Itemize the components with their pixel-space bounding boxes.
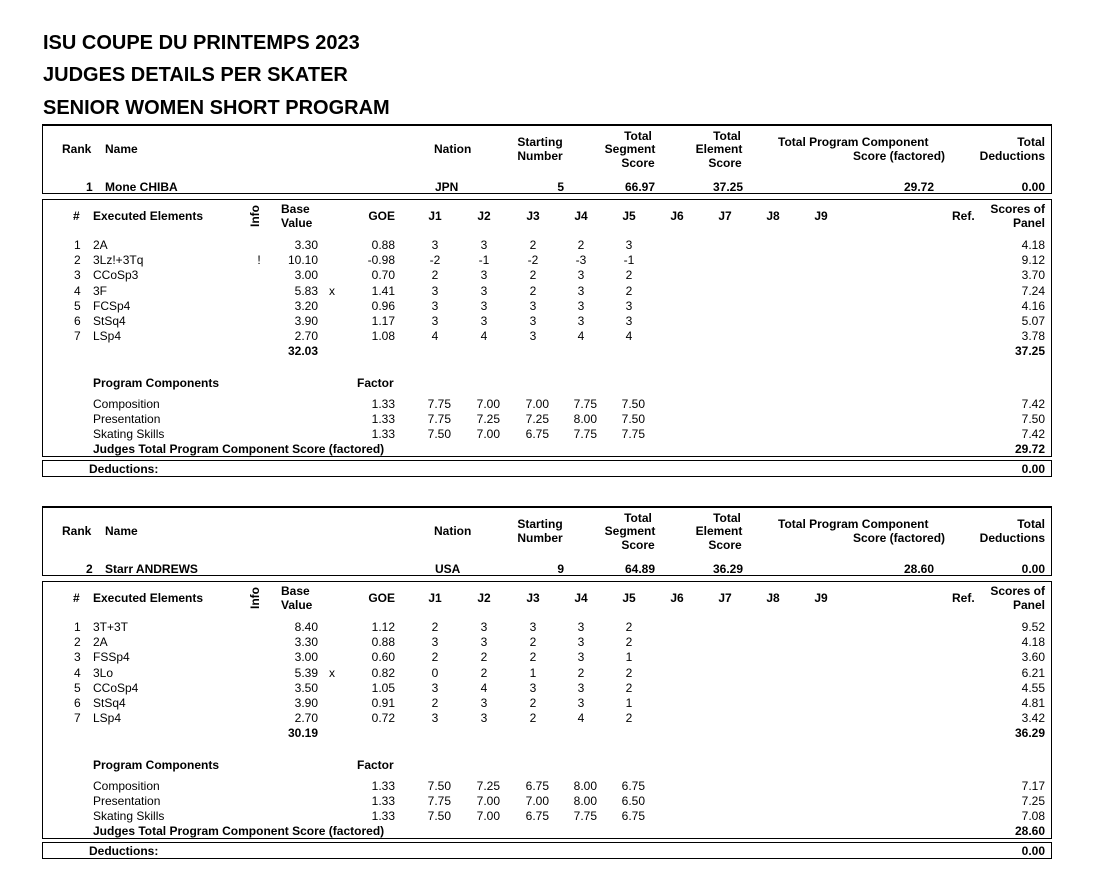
panel-score: 4.16: [1021, 298, 1045, 313]
judge-score: 3: [529, 329, 537, 344]
tes-label: Total: [713, 129, 741, 143]
component-factor: 1.33: [371, 809, 395, 823]
component-name: Skating Skills: [93, 809, 165, 823]
judge-score: 2: [577, 238, 585, 252]
tss-label: Segment: [604, 142, 656, 156]
total-deductions: 0.00: [1021, 562, 1045, 576]
judge-component-score: 7.50: [427, 779, 451, 793]
executed-elements-label: Executed Elements: [93, 209, 204, 223]
judge-component-score: 7.00: [476, 427, 500, 441]
judge-score: 2: [625, 635, 633, 650]
total-segment-score: 66.97: [624, 180, 655, 194]
program-components-label: Program Components: [93, 758, 220, 772]
component-name: Composition: [93, 779, 160, 793]
judge-score: 3: [577, 696, 585, 710]
header-top-rule: [42, 124, 1052, 126]
base-value-total: 30.19: [287, 726, 318, 740]
judge-score: 2: [625, 620, 633, 634]
judge-score: 3: [431, 298, 439, 313]
deductions-header-label: Deductions: [979, 531, 1045, 545]
total-deductions: 0.00: [1021, 180, 1045, 194]
judge-score: 3: [577, 268, 585, 283]
skater-rank: 1: [86, 180, 93, 194]
judge-score: 3: [625, 238, 633, 252]
judge-score: 4: [625, 329, 633, 344]
judge-component-score: 7.00: [525, 397, 549, 411]
element-code: CCoSp3: [93, 268, 139, 283]
judge-score: 4: [577, 329, 585, 344]
judge-component-score: 6.75: [525, 779, 549, 793]
judge-score: 3: [529, 298, 537, 313]
tss-label: Total: [624, 129, 652, 143]
goe-value: 0.72: [371, 711, 395, 726]
judge-component-score: 7.00: [476, 809, 500, 823]
judge-score: 3: [577, 650, 585, 665]
goe-value: 1.41: [371, 283, 395, 298]
component-name: Skating Skills: [93, 427, 165, 441]
judge-score: 0: [431, 665, 439, 680]
skater-rank: 2: [86, 562, 93, 576]
judge-component-score: 6.75: [525, 809, 549, 823]
total-program-component-score: 28.60: [903, 562, 934, 576]
skater-name: Starr ANDREWS: [105, 562, 198, 576]
element-number: 1: [74, 238, 81, 252]
tss-label: Segment: [604, 524, 656, 538]
judge-score: 1: [625, 696, 633, 710]
judge-component-score: 6.75: [525, 427, 549, 441]
starting-number-label: Number: [517, 531, 563, 545]
ref-label: Ref.: [952, 209, 975, 223]
judge-score: 2: [431, 650, 439, 665]
tes-label: Score: [708, 538, 742, 552]
element-number: 3: [74, 650, 81, 665]
element-number: 5: [74, 680, 81, 695]
judge-score: 2: [625, 268, 633, 283]
judge-score: 2: [431, 268, 439, 283]
nation-label: Nation: [434, 524, 472, 538]
element-number: 4: [74, 283, 81, 298]
judge-component-score: 7.25: [476, 412, 500, 426]
base-value-label: Value: [281, 598, 313, 612]
element-number-label: #: [73, 591, 80, 605]
deductions-box: [42, 842, 1052, 859]
panel-score: 5.07: [1021, 314, 1045, 328]
panel-score: 9.52: [1021, 620, 1045, 634]
element-code: 3T+3T: [93, 620, 129, 634]
panel-score: 4.18: [1021, 238, 1045, 252]
scores-of-panel-label: Scores of: [990, 202, 1045, 216]
judge-label-7: J7: [718, 209, 732, 223]
scores-of-panel-label: Panel: [1012, 216, 1045, 230]
judge-label-7: J7: [718, 591, 732, 605]
elements-panel-total: 37.25: [1014, 344, 1045, 358]
element-number: 2: [74, 253, 81, 268]
elements-panel-total: 36.29: [1014, 726, 1045, 740]
starting-number-label: Number: [517, 149, 563, 163]
starting-number: 9: [557, 562, 564, 576]
judge-score: -2: [527, 253, 539, 268]
factor-label: Factor: [357, 376, 394, 390]
judges-total-pcs: 29.72: [1014, 442, 1045, 456]
executed-elements-label: Executed Elements: [93, 591, 204, 605]
base-value: 10.10: [287, 253, 318, 268]
element-code: 2A: [93, 635, 108, 650]
element-info: !: [257, 253, 261, 268]
pcs-label: Score (factored): [853, 531, 946, 545]
element-number: 5: [74, 298, 81, 313]
judge-component-score: 7.50: [621, 397, 645, 411]
judge-score: 2: [529, 635, 537, 650]
judge-component-score: 7.75: [427, 397, 451, 411]
judge-score: -2: [429, 253, 441, 268]
judge-component-score: 8.00: [573, 779, 597, 793]
judge-score: 4: [431, 329, 439, 344]
base-value: 5.39: [294, 665, 318, 680]
goe-label: GOE: [368, 209, 395, 223]
name-label: Name: [105, 524, 138, 538]
tes-label: Element: [695, 524, 743, 538]
element-code: StSq4: [93, 696, 126, 710]
judge-score: 4: [577, 711, 585, 726]
judge-score: 3: [480, 635, 488, 650]
element-code: FCSp4: [93, 298, 131, 313]
component-factor: 1.33: [371, 427, 395, 441]
goe-value: 0.88: [371, 635, 395, 650]
base-value: 3.90: [294, 314, 318, 328]
total-segment-score: 64.89: [624, 562, 655, 576]
judge-label-3: J3: [526, 209, 540, 223]
judge-score: 3: [529, 314, 537, 328]
base-value-label: Base: [281, 584, 310, 598]
base-value: 3.30: [294, 635, 318, 650]
judge-score: 3: [431, 635, 439, 650]
base-value-label: Base: [281, 202, 310, 216]
component-panel-score: 7.17: [1021, 779, 1045, 793]
component-panel-score: 7.25: [1021, 794, 1045, 808]
deductions-header-label: Total: [1017, 517, 1045, 531]
goe-label: GOE: [368, 591, 395, 605]
goe-value: 0.82: [371, 665, 395, 680]
element-number-label: #: [73, 209, 80, 223]
info-label: Info: [248, 205, 262, 227]
element-number: 2: [74, 635, 81, 650]
element-code: StSq4: [93, 314, 126, 328]
judge-label-4: J4: [574, 591, 588, 605]
element-number: 7: [74, 329, 81, 344]
judge-label-9: J9: [814, 209, 828, 223]
judges-total-pcs: 28.60: [1014, 824, 1045, 838]
judge-score: 2: [529, 268, 537, 283]
element-number: 4: [74, 665, 81, 680]
base-value: 3.90: [294, 696, 318, 710]
judge-label-9: J9: [814, 591, 828, 605]
nation-label: Nation: [434, 142, 472, 156]
base-value: 5.83: [294, 283, 318, 298]
element-code: LSp4: [93, 711, 122, 726]
program-components-label: Program Components: [93, 376, 220, 390]
judge-score: 1: [625, 650, 633, 665]
segment-title: SENIOR WOMEN SHORT PROGRAM: [43, 97, 390, 119]
tss-label: Score: [621, 538, 655, 552]
competition-title: ISU COUPE DU PRINTEMPS 2023: [43, 32, 360, 54]
judge-component-score: 7.75: [427, 412, 451, 426]
element-code: 3Lz!+3Tq: [93, 253, 144, 268]
total-program-component-score: 29.72: [903, 180, 934, 194]
goe-value: 1.05: [371, 680, 395, 695]
judge-score: 3: [480, 696, 488, 710]
header-top-rule: [42, 506, 1052, 508]
judge-label-5: J5: [622, 591, 636, 605]
pcs-label: Total Program Component: [778, 517, 929, 531]
judge-score: 3: [431, 283, 439, 298]
judge-label-1: J1: [428, 209, 442, 223]
base-value: 2.70: [294, 329, 318, 344]
report-title: JUDGES DETAILS PER SKATER: [43, 64, 348, 86]
base-value: 2.70: [294, 711, 318, 726]
skater-nation: JPN: [435, 180, 459, 194]
info-label: Info: [248, 587, 262, 609]
deductions-box: [42, 460, 1052, 477]
element-code: 3Lo: [93, 665, 114, 680]
element-code: 3F: [93, 283, 108, 298]
judge-score: -1: [623, 253, 635, 268]
starting-number-label: Starting: [517, 135, 563, 149]
judge-component-score: 8.00: [573, 412, 597, 426]
judge-component-score: 7.00: [476, 794, 500, 808]
judge-score: 3: [577, 314, 585, 328]
judge-score: 4: [480, 329, 488, 344]
pcs-label: Score (factored): [853, 149, 946, 163]
judge-label-6: J6: [670, 591, 684, 605]
judge-score: 2: [625, 680, 633, 695]
total-element-score: 36.29: [712, 562, 743, 576]
judge-score: 3: [480, 314, 488, 328]
component-factor: 1.33: [371, 779, 395, 793]
panel-score: 3.70: [1021, 268, 1045, 283]
judge-score: 2: [577, 665, 585, 680]
ref-label: Ref.: [952, 591, 975, 605]
judge-score: 2: [480, 650, 488, 665]
judge-component-score: 7.75: [573, 809, 597, 823]
judge-score: 3: [480, 268, 488, 283]
panel-score: 9.12: [1021, 253, 1045, 268]
judge-score: 3: [625, 314, 633, 328]
tes-label: Score: [708, 156, 742, 170]
goe-value: 0.96: [371, 298, 395, 313]
judges-total-pcs-label: Judges Total Program Component Score (factored): [93, 442, 385, 456]
goe-value: -0.98: [367, 253, 395, 268]
rank-label: Rank: [62, 142, 92, 156]
judge-component-score: 6.50: [621, 794, 645, 808]
judge-score: 3: [431, 314, 439, 328]
judge-score: 2: [529, 283, 537, 298]
base-value: 3.50: [294, 680, 318, 695]
skater-name: Mone CHIBA: [105, 180, 178, 194]
judge-score: 3: [431, 680, 439, 695]
component-panel-score: 7.42: [1021, 427, 1045, 441]
judge-score: -3: [575, 253, 587, 268]
judge-score: 1: [529, 665, 537, 680]
judge-score: 2: [480, 665, 488, 680]
judge-label-8: J8: [766, 591, 780, 605]
goe-value: 0.88: [371, 238, 395, 252]
judge-score: 3: [480, 620, 488, 634]
judge-component-score: 7.00: [476, 397, 500, 411]
goe-value: 1.17: [371, 314, 395, 328]
bonus-marker: x: [329, 283, 335, 298]
tss-label: Total: [624, 511, 652, 525]
base-value-total: 32.03: [287, 344, 318, 358]
panel-score: 4.81: [1021, 696, 1045, 710]
judge-component-score: 8.00: [573, 794, 597, 808]
goe-value: 0.70: [371, 268, 395, 283]
judge-component-score: 7.50: [427, 809, 451, 823]
judge-label-2: J2: [477, 591, 491, 605]
judge-score: 3: [480, 283, 488, 298]
element-number: 3: [74, 268, 81, 283]
element-number: 1: [74, 620, 81, 634]
judge-component-score: 7.75: [573, 427, 597, 441]
judge-component-score: 7.25: [476, 779, 500, 793]
judge-score: 2: [529, 696, 537, 710]
judge-score: 3: [529, 620, 537, 634]
element-number: 6: [74, 314, 81, 328]
judge-score: 3: [577, 620, 585, 634]
base-value: 8.40: [294, 620, 318, 634]
judge-score: 3: [480, 711, 488, 726]
judge-score: 2: [431, 620, 439, 634]
panel-score: 3.78: [1021, 329, 1045, 344]
judge-component-score: 7.00: [525, 794, 549, 808]
judge-component-score: 6.75: [621, 779, 645, 793]
deductions-value: 0.00: [1021, 844, 1045, 858]
base-value: 3.30: [294, 238, 318, 252]
base-value-label: Value: [281, 216, 313, 230]
base-value: 3.20: [294, 298, 318, 313]
rank-label: Rank: [62, 524, 92, 538]
name-label: Name: [105, 142, 138, 156]
deductions-value: 0.00: [1021, 462, 1045, 476]
element-number: 7: [74, 711, 81, 726]
factor-label: Factor: [357, 758, 394, 772]
judge-score: 3: [577, 283, 585, 298]
judge-score: 3: [480, 298, 488, 313]
judge-label-8: J8: [766, 209, 780, 223]
judge-score: 2: [529, 650, 537, 665]
judge-component-score: 7.50: [427, 427, 451, 441]
judge-component-score: 7.50: [621, 412, 645, 426]
deductions-header-label: Total: [1017, 135, 1045, 149]
component-factor: 1.33: [371, 397, 395, 411]
component-name: Presentation: [93, 412, 161, 426]
panel-score: 4.18: [1021, 635, 1045, 650]
judge-component-score: 7.25: [525, 412, 549, 426]
judges-total-pcs-label: Judges Total Program Component Score (factored): [93, 824, 385, 838]
panel-score: 4.55: [1021, 680, 1045, 695]
judge-score: 2: [625, 665, 633, 680]
component-factor: 1.33: [371, 794, 395, 808]
judge-score: 3: [529, 680, 537, 695]
skater-nation: USA: [435, 562, 461, 576]
base-value: 3.00: [294, 650, 318, 665]
judge-score: 3: [480, 238, 488, 252]
judge-component-score: 7.75: [427, 794, 451, 808]
judge-component-score: 6.75: [621, 809, 645, 823]
panel-score: 3.42: [1021, 711, 1045, 726]
judge-score: -1: [478, 253, 490, 268]
tes-label: Total: [713, 511, 741, 525]
element-code: CCoSp4: [93, 680, 139, 695]
judge-label-4: J4: [574, 209, 588, 223]
deductions-label: Deductions:: [89, 844, 159, 858]
judge-score: 2: [529, 711, 537, 726]
judge-label-6: J6: [670, 209, 684, 223]
judge-score: 3: [431, 711, 439, 726]
base-value: 3.00: [294, 268, 318, 283]
judge-score: 2: [431, 696, 439, 710]
judge-component-score: 7.75: [573, 397, 597, 411]
judge-label-5: J5: [622, 209, 636, 223]
goe-value: 0.91: [371, 696, 395, 710]
tss-label: Score: [621, 156, 655, 170]
judge-score: 2: [529, 238, 537, 252]
goe-value: 1.08: [371, 329, 395, 344]
component-factor: 1.33: [371, 412, 395, 426]
bonus-marker: x: [329, 665, 335, 680]
component-name: Composition: [93, 397, 160, 411]
element-code: LSp4: [93, 329, 122, 344]
element-code: 2A: [93, 238, 108, 252]
panel-score: 6.21: [1021, 665, 1045, 680]
judge-score: 3: [577, 680, 585, 695]
pcs-label: Total Program Component: [778, 135, 929, 149]
goe-value: 1.12: [371, 620, 395, 634]
panel-score: 3.60: [1021, 650, 1045, 665]
scores-of-panel-label: Scores of: [990, 584, 1045, 598]
deductions-header-label: Deductions: [979, 149, 1045, 163]
judge-score: 4: [480, 680, 488, 695]
element-code: FSSp4: [93, 650, 130, 665]
starting-number: 5: [557, 180, 564, 194]
judge-score: 3: [577, 635, 585, 650]
judge-label-3: J3: [526, 591, 540, 605]
element-number: 6: [74, 696, 81, 710]
judge-component-score: 7.75: [621, 427, 645, 441]
scores-of-panel-label: Panel: [1012, 598, 1045, 612]
panel-score: 7.24: [1021, 283, 1045, 298]
component-panel-score: 7.08: [1021, 809, 1045, 823]
judge-score: 3: [577, 298, 585, 313]
judge-score: 2: [625, 283, 633, 298]
judge-label-2: J2: [477, 209, 491, 223]
tes-label: Element: [695, 142, 743, 156]
judge-label-1: J1: [428, 591, 442, 605]
goe-value: 0.60: [371, 650, 395, 665]
component-name: Presentation: [93, 794, 161, 808]
component-panel-score: 7.42: [1021, 397, 1045, 411]
total-element-score: 37.25: [712, 180, 743, 194]
component-panel-score: 7.50: [1021, 412, 1045, 426]
deductions-label: Deductions:: [89, 462, 159, 476]
judge-score: 3: [625, 298, 633, 313]
judge-score: 2: [625, 711, 633, 726]
judge-score: 3: [431, 238, 439, 252]
starting-number-label: Starting: [517, 517, 563, 531]
